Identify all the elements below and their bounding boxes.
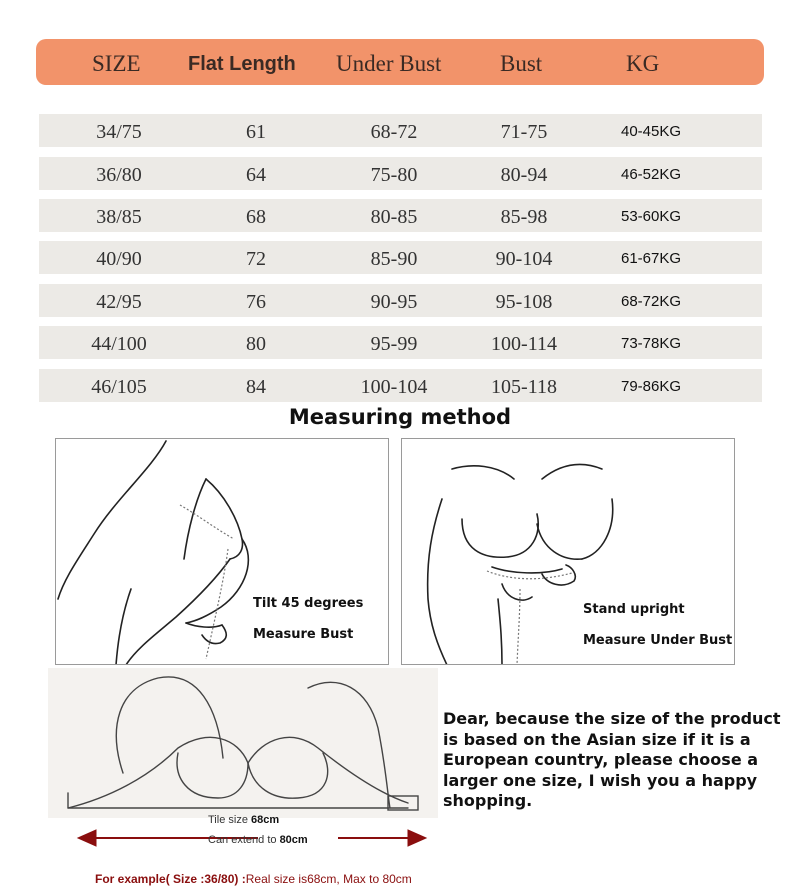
cell-kg: 40-45KG: [621, 123, 682, 140]
header-bust: Bust: [500, 51, 543, 76]
cell-bust: 85-98: [500, 206, 548, 228]
table-row: [39, 369, 762, 402]
header-size: SIZE: [92, 51, 141, 76]
header-kg: KG: [626, 51, 660, 76]
cell-kg: 73-78KG: [621, 335, 682, 352]
bust-instruction-measure: Measure Bust: [253, 627, 354, 642]
cell-size: 46/105: [91, 376, 147, 398]
section-title: Measuring method: [288, 405, 512, 429]
table-row: [39, 284, 762, 317]
tile-size-value: 68cm: [251, 814, 280, 826]
cell-flat-length: 68: [246, 206, 266, 228]
size-table-header: [36, 39, 764, 85]
size-note: Dear, because the size of the product is based on the Asian size if it is a European country, please choose a larger one size, I wish you a happy shopping.: [443, 709, 781, 810]
extend-value: 80cm: [279, 834, 308, 846]
example-suffix: Real size is68cm, Max to 80cm: [245, 872, 412, 886]
cell-bust: 95-108: [495, 291, 553, 313]
cell-under-bust: 75-80: [370, 164, 418, 186]
cell-size: 36/80: [96, 164, 142, 186]
bra-diagram: [48, 668, 438, 888]
under-bust-instruction-stand: Stand upright: [583, 602, 685, 617]
cell-size: 34/75: [96, 121, 142, 143]
header-under-bust: Under Bust: [336, 51, 442, 76]
table-row: [39, 326, 762, 359]
cell-bust: 90-104: [495, 248, 553, 270]
measure-under-bust-panel: [401, 438, 735, 665]
cell-under-bust: 80-85: [370, 206, 418, 228]
cell-under-bust: 90-95: [370, 291, 418, 313]
cell-kg: 68-72KG: [621, 293, 682, 310]
table-row: [39, 241, 762, 274]
cell-bust: 80-94: [500, 164, 548, 186]
tile-size-label: Tile size 68cm: [208, 814, 280, 826]
measure-bust-panel: [55, 438, 389, 665]
cell-bust: 71-75: [500, 121, 548, 143]
header-flat-length: Flat Length: [188, 53, 296, 75]
cell-under-bust: 68-72: [370, 121, 418, 143]
cell-bust: 100-114: [491, 333, 557, 355]
cell-flat-length: 76: [246, 291, 266, 313]
cell-size: 42/95: [96, 291, 142, 313]
cell-flat-length: 84: [246, 376, 266, 398]
cell-under-bust: 85-90: [370, 248, 418, 270]
cell-size: 40/90: [96, 248, 142, 270]
under-bust-illustration: [402, 439, 735, 665]
cell-flat-length: 64: [246, 164, 266, 186]
cell-kg: 61-67KG: [621, 250, 682, 267]
bra-illustration: [48, 668, 438, 888]
bust-instruction-tilt: Tilt 45 degrees: [253, 596, 364, 611]
cell-size: 44/100: [91, 333, 147, 355]
table-row: [39, 199, 762, 232]
example-prefix: For example( Size :36/80) :: [95, 872, 246, 886]
cell-under-bust: 95-99: [370, 333, 418, 355]
cell-kg: 46-52KG: [621, 166, 682, 183]
cell-bust: 105-118: [491, 376, 557, 398]
table-row: [39, 157, 762, 190]
cell-under-bust: 100-104: [360, 376, 428, 398]
extend-label: Can extend to 80cm: [208, 834, 308, 846]
size-example: [95, 872, 412, 886]
table-row: [39, 114, 762, 147]
cell-flat-length: 61: [246, 121, 266, 143]
cell-kg: 79-86KG: [621, 378, 682, 395]
cell-flat-length: 80: [246, 333, 266, 355]
cell-kg: 53-60KG: [621, 208, 682, 225]
cell-flat-length: 72: [246, 248, 266, 270]
under-bust-instruction-measure: Measure Under Bust: [583, 633, 733, 648]
cell-size: 38/85: [96, 206, 142, 228]
